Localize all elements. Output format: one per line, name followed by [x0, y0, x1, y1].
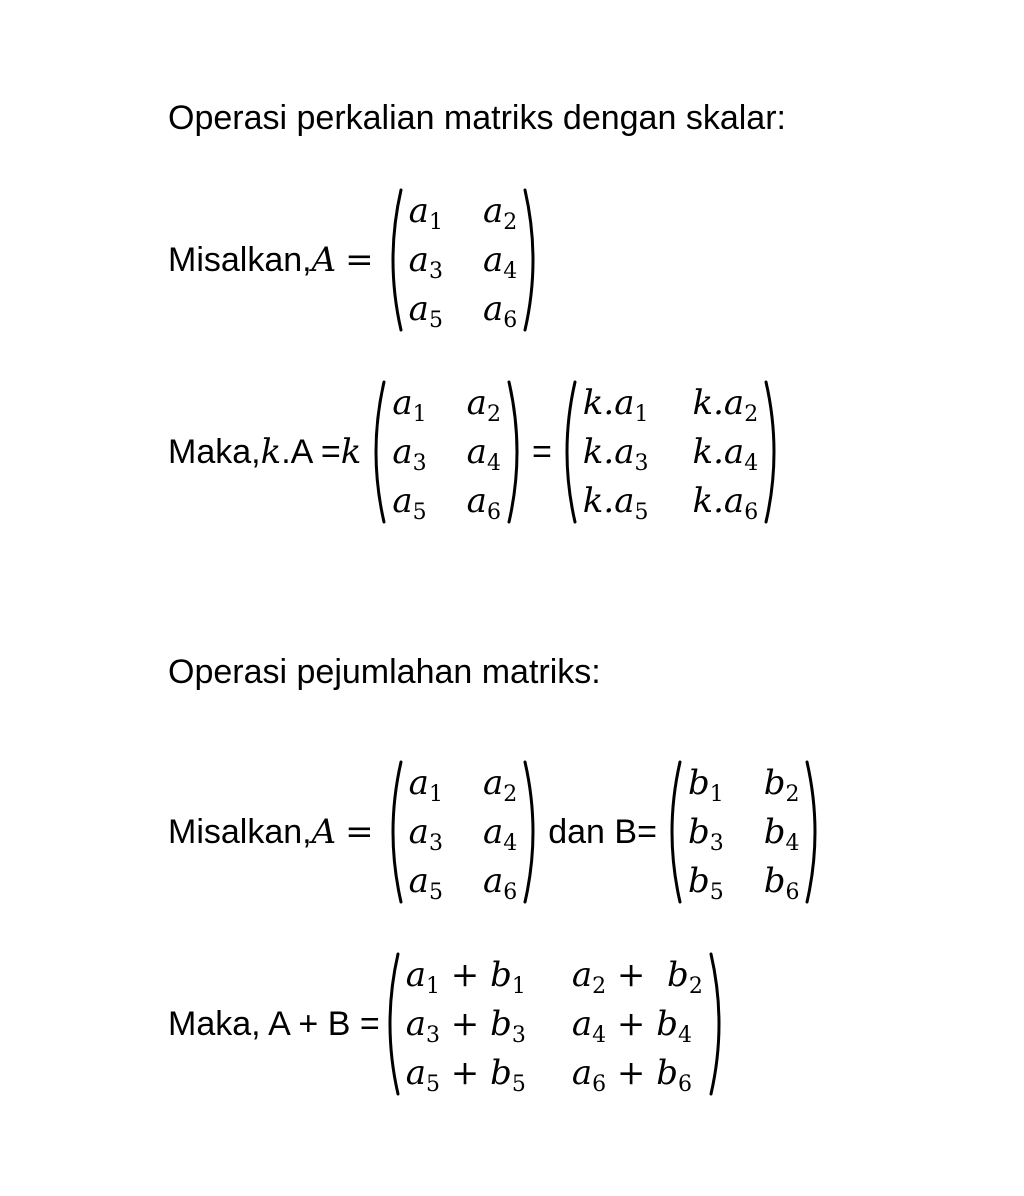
matrix-cell: a $_5$ [408, 288, 443, 333]
matrix-cell: a $_2$ [482, 763, 518, 808]
variable-a: A [311, 240, 337, 280]
matrix-cell: a $_6$ [482, 288, 518, 333]
matrix-cell: b $_3$ [687, 811, 724, 856]
matrix-cell: b $_1$ [687, 763, 724, 808]
matrix-cell: a $_4$ [482, 811, 518, 856]
matrix-cell: a $_3$ + b $_3$ [405, 1003, 526, 1048]
sum-result-line [168, 946, 729, 1102]
maka-label: Maka, [168, 433, 261, 471]
matrix-b-cells [682, 759, 806, 905]
right-parenthesis [764, 379, 784, 525]
matrix-cell: a $_5$ [408, 860, 443, 905]
matrix-a-cells [403, 759, 524, 905]
right-parenthesis [507, 379, 527, 525]
matrix-cell: a $_1$ [408, 763, 443, 808]
left-parenthesis [366, 379, 386, 525]
right-parenthesis [805, 759, 825, 905]
dan-b-label: dan B= [548, 813, 657, 851]
matrix-cell: b $_4$ [763, 811, 800, 856]
matrix-cell: a $_4$ [466, 431, 501, 476]
maka-a-plus-b-label: Maka, A + B = [168, 1005, 380, 1043]
matrix-cell: a $_2$ [466, 383, 501, 428]
matrix-a [383, 759, 544, 905]
right-parenthesis [523, 187, 543, 333]
matrix-a-repeat [366, 379, 527, 525]
matrix-cell: a $_3$ [408, 811, 443, 856]
sum-definition-line [168, 754, 825, 910]
matrix-cell: k.a $_4$ [692, 431, 759, 476]
matrix-cell: a $_6$ + b $_6$ [571, 1052, 692, 1097]
left-parenthesis [557, 379, 577, 525]
matrix-cell: a $_1$ [408, 191, 443, 236]
scalar-result-line [168, 374, 784, 530]
matrix-ka-cells [577, 379, 764, 525]
matrix-cell: k.a $_6$ [692, 480, 759, 525]
matrix-cell: a $_1$ + b $_1$ [405, 955, 526, 1000]
scalar-k-factor: k [340, 432, 362, 472]
matrix-cell: a $_6$ [466, 480, 501, 525]
matrix-ka [557, 379, 784, 525]
matrix-cell: b $_2$ [763, 763, 800, 808]
left-parenthesis [662, 759, 682, 905]
matrix-cell: a $_6$ [482, 860, 518, 905]
matrix-sum [380, 951, 729, 1097]
equals-sign: = [531, 433, 552, 471]
misalkan-label: Misalkan, [168, 813, 312, 851]
matrix-cell: k.a $_3$ [582, 431, 649, 476]
matrix-cell: b $_5$ [687, 860, 724, 905]
scalar-definition-line [168, 182, 543, 338]
left-parenthesis [383, 759, 403, 905]
equals-sign: = [345, 240, 374, 280]
equals-sign: = [345, 812, 374, 852]
matrix-a-cells [386, 379, 507, 525]
matrix-cell: a $_2$ [482, 191, 518, 236]
matrix-b [662, 759, 826, 905]
matrix-cell: k.a $_1$ [582, 383, 649, 428]
scalar-k: k [260, 432, 282, 472]
matrix-cell: a $_5$ [392, 480, 427, 525]
section-title-sum: Operasi pejumlahan matriks: [168, 653, 601, 691]
section-title-scalar: Operasi perkalian matriks dengan skalar: [168, 99, 786, 137]
matrix-sum-cells [400, 951, 709, 1097]
right-parenthesis [523, 759, 543, 905]
matrix-cell: k.a $_2$ [692, 383, 759, 428]
matrix-cell: a $_3$ [408, 239, 443, 284]
left-parenthesis [380, 951, 400, 1097]
matrix-cell: k.a $_5$ [582, 480, 649, 525]
matrix-cell: a $_2$ + b $_2$ [571, 955, 703, 1000]
left-parenthesis [383, 187, 403, 333]
matrix-cell: a $_4$ [482, 239, 518, 284]
matrix-cell: b $_6$ [763, 860, 800, 905]
dot-a-equals: .A = [281, 433, 341, 471]
matrix-cell: a $_3$ [392, 431, 427, 476]
matrix-a-cells [403, 187, 524, 333]
right-parenthesis [709, 951, 729, 1097]
variable-a: A [311, 812, 337, 852]
matrix-cell: a $_5$ + b $_5$ [405, 1052, 526, 1097]
matrix-cell: a $_4$ + b $_4$ [571, 1003, 692, 1048]
matrix-cell: a $_1$ [392, 383, 427, 428]
matrix-a [383, 187, 544, 333]
misalkan-label: Misalkan, [168, 241, 312, 279]
